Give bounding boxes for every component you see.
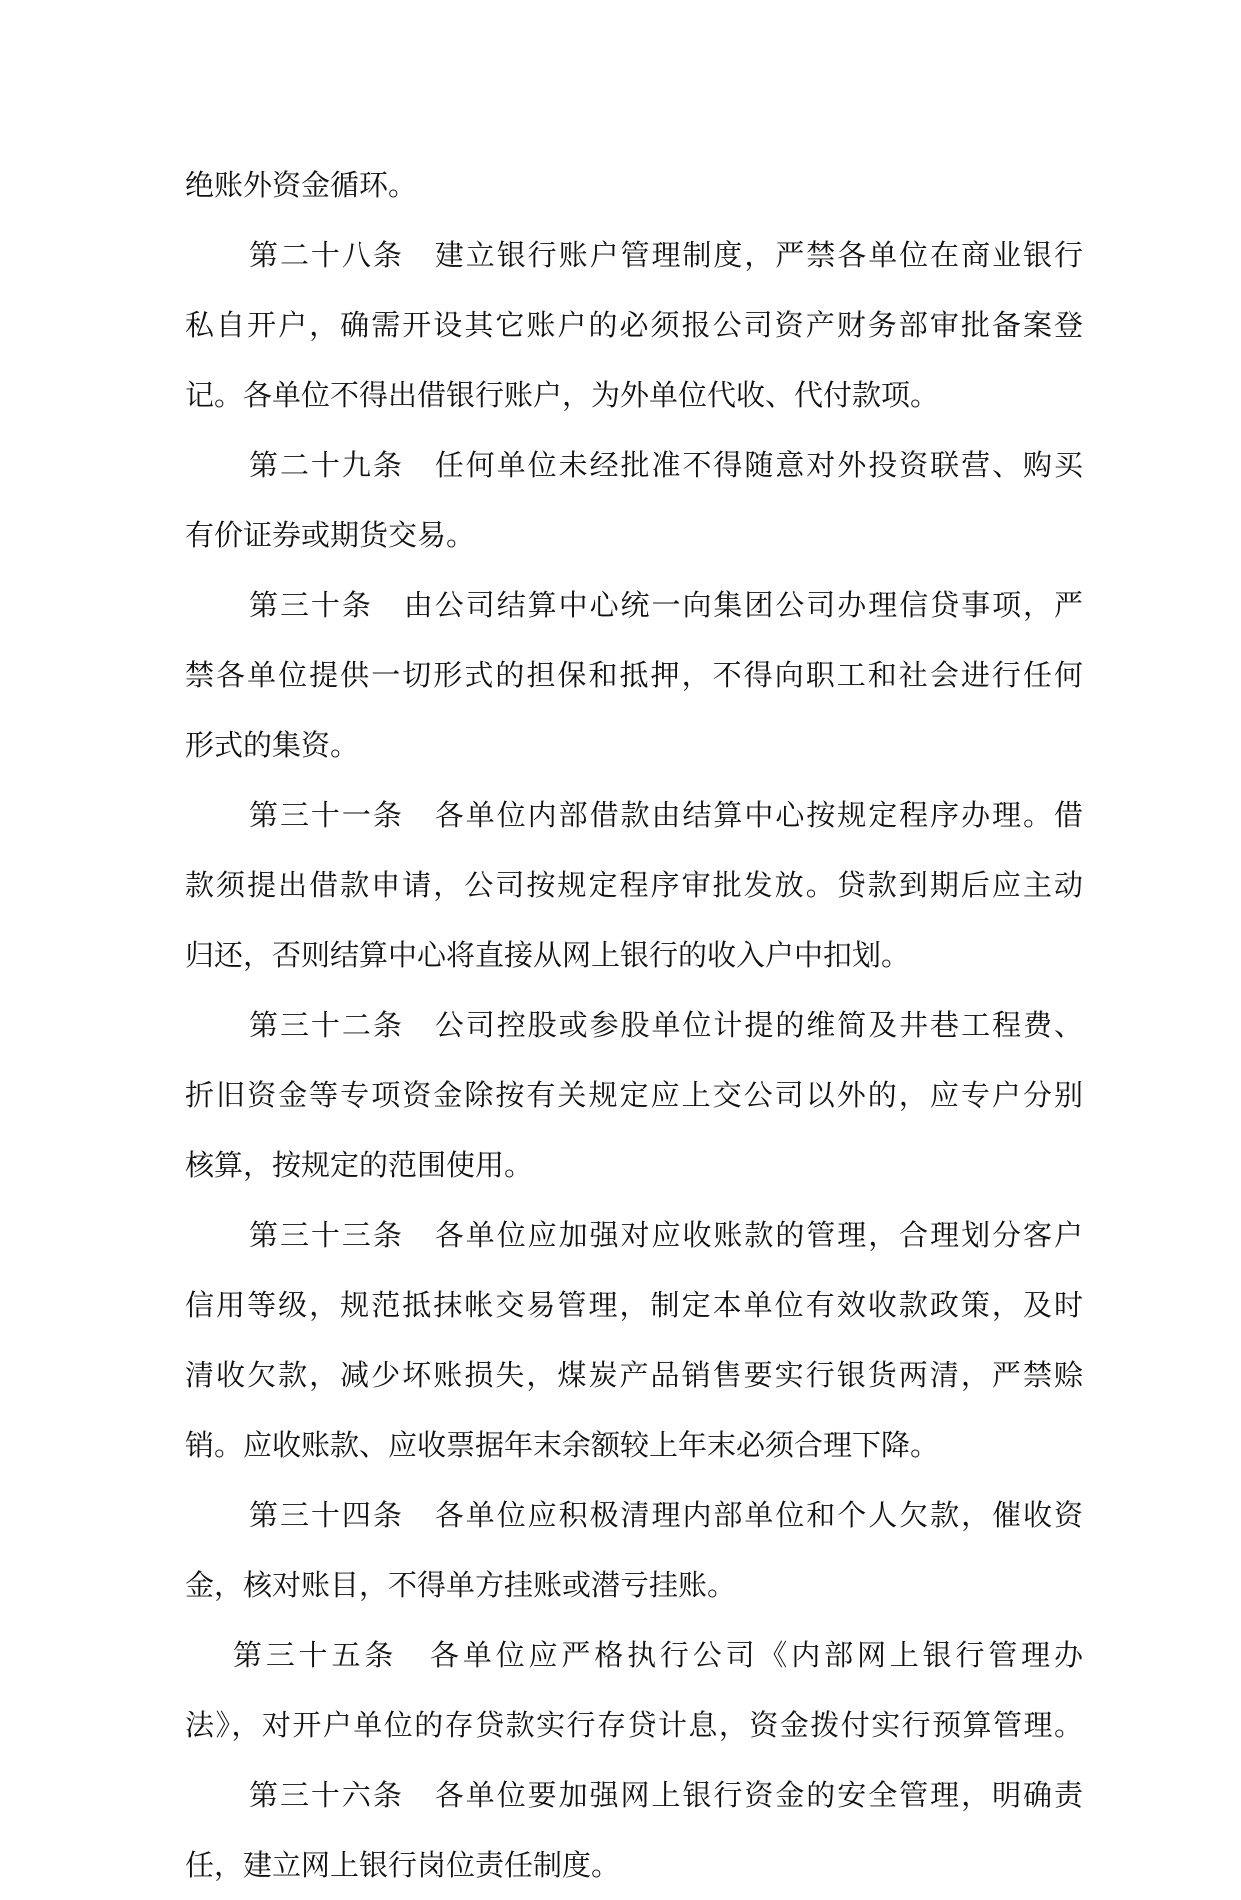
text-line: 私自开户，确需开设其它账户的必须报公司资产财务部审批备案登 (185, 308, 1083, 342)
document-page (185, 150, 1083, 1900)
text-line: 第三十条 由公司结算中心统一向集团公司办理信贷事项，严 (249, 588, 1083, 622)
text-line: 任，建立网上银行岗位责任制度。 (185, 1848, 621, 1882)
text-line: 第三十六条 各单位要加强网上银行资金的安全管理，明确责 (249, 1778, 1083, 1812)
text-line: 法》，对开户单位的存贷款实行存贷计息，资金拨付实行预算管理。 (185, 1708, 1083, 1742)
text-line: 形式的集资。 (185, 728, 360, 762)
text-line: 核算，按规定的范围使用。 (185, 1148, 534, 1182)
text-line: 清收欠款，减少坏账损失，煤炭产品销售要实行银货两清，严禁赊 (185, 1358, 1083, 1392)
text-line: 第三十五条 各单位应严格执行公司《内部网上银行管理办 (233, 1638, 1083, 1672)
text-line: 销。应收账款、应收票据年末余额较上年末必须合理下降。 (185, 1428, 940, 1462)
text-line: 有价证券或期货交易。 (185, 518, 476, 552)
text-line: 第三十三条 各单位应加强对应收账款的管理，合理划分客户 (249, 1218, 1083, 1252)
text-line: 归还，否则结算中心将直接从网上银行的收入户中扣划。 (185, 938, 911, 972)
text-line: 第三十一条 各单位内部借款由结算中心按规定程序办理。借 (249, 798, 1083, 832)
text-line: 第二十九条 任何单位未经批准不得随意对外投资联营、购买 (249, 448, 1083, 482)
text-line: 金，核对账目，不得单方挂账或潜亏挂账。 (185, 1568, 737, 1602)
text-line: 记。各单位不得出借银行账户，为外单位代收、代付款项。 (185, 378, 940, 412)
text-line: 第二十八条 建立银行账户管理制度，严禁各单位在商业银行 (249, 238, 1083, 272)
text-line: 绝账外资金循环。 (185, 168, 418, 202)
text-line: 信用等级，规范抵抹帐交易管理，制定本单位有效收款政策，及时 (185, 1288, 1083, 1322)
text-line: 第三十四条 各单位应积极清理内部单位和个人欠款，催收资 (249, 1498, 1083, 1532)
text-line: 禁各单位提供一切形式的担保和抵押，不得向职工和社会进行任何 (185, 658, 1083, 692)
text-line: 第三十二条 公司控股或参股单位计提的维简及井巷工程费、 (249, 1008, 1083, 1042)
text-line: 折旧资金等专项资金除按有关规定应上交公司以外的，应专户分别 (185, 1078, 1083, 1112)
text-line: 款须提出借款申请，公司按规定程序审批发放。贷款到期后应主动 (185, 868, 1083, 902)
